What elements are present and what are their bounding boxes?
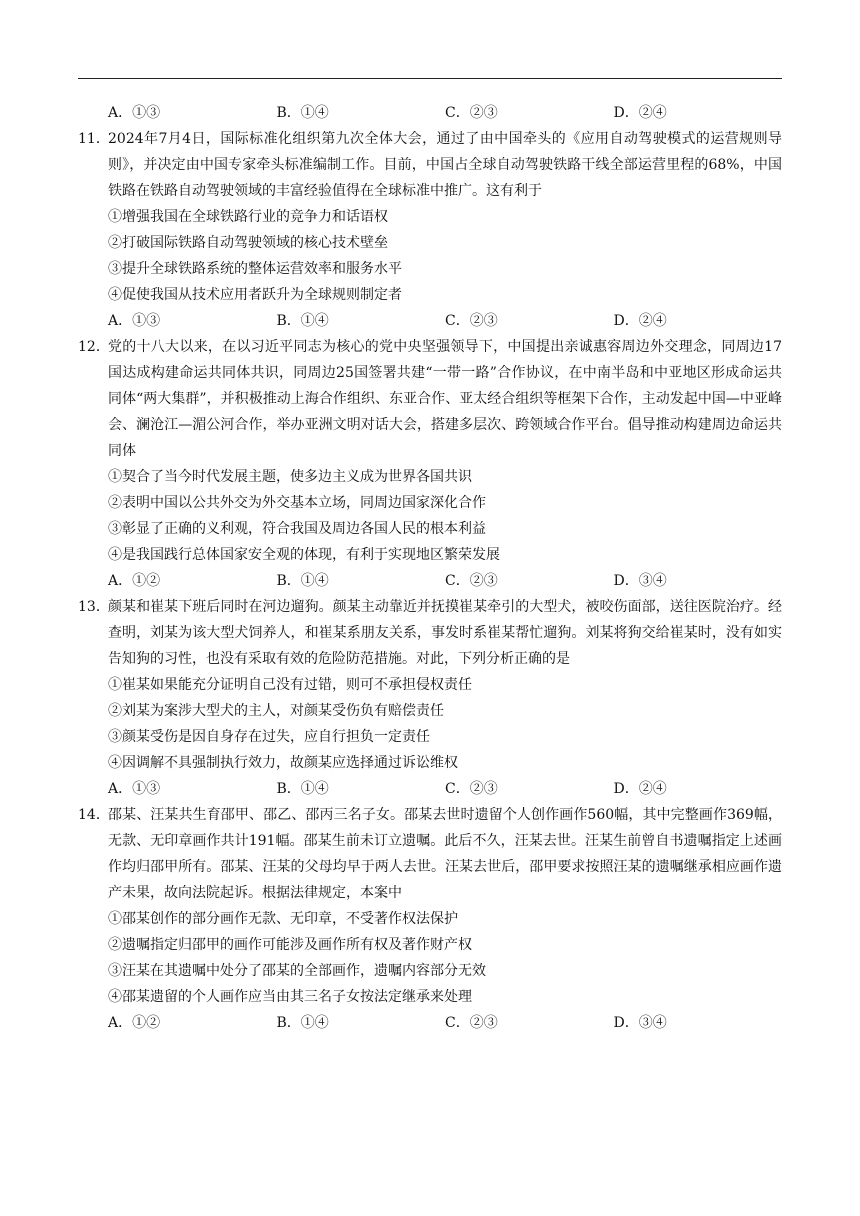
option-b: B．①④ bbox=[276, 781, 329, 797]
statement-1: ①契合了当今时代发展主题，使多边主义成为世界各国共识 bbox=[108, 469, 472, 485]
answer-options bbox=[78, 308, 782, 334]
option-d: D．②④ bbox=[613, 781, 667, 797]
statement-2: ②刘某为案涉大型犬的主人，对颜某受伤负有赔偿责任 bbox=[108, 703, 444, 719]
statement-2: ②打破国际铁路自动驾驶领域的核心技术壁垒 bbox=[108, 235, 388, 251]
question-number: 13． bbox=[78, 599, 110, 615]
option-a: A．①③ bbox=[108, 105, 161, 121]
question-stem: 邵某、汪某共生育邵甲、邵乙、邵丙三名子女。邵某去世时遗留个人创作画作560幅，其中完整画作369幅，无款、无印章画作共计191幅。邵某生前未订立遗嘱。此后不久，汪某去世。汪某生前曾自书遗嘱指定上述画作均归邵甲所有。邵某、汪某的父母均早于两人去世。汪某去世后，邵甲要求按照汪某的遗嘱继承相应画作遗产未果，故向法院起诉。根据法律规定，本案中 bbox=[108, 807, 782, 901]
statement-3: ③颜某受伤是因自身存在过失，应自行担负一定责任 bbox=[108, 729, 430, 745]
answer-options bbox=[78, 776, 782, 802]
statement-2: ②表明中国以公共外交为外交基本立场，同周边国家深化合作 bbox=[108, 495, 486, 511]
option-c: C．②③ bbox=[445, 313, 498, 329]
option-b: B．①④ bbox=[276, 105, 329, 121]
option-c: C．②③ bbox=[445, 781, 498, 797]
option-d: D．②④ bbox=[613, 313, 667, 329]
option-b: B．①④ bbox=[276, 313, 329, 329]
statement-4: ④促使我国从技术应用者跃升为全球规则制定者 bbox=[108, 287, 402, 303]
question-number: 11． bbox=[78, 131, 110, 147]
option-c: C．②③ bbox=[445, 105, 498, 121]
answer-options bbox=[78, 1010, 782, 1036]
question-11 bbox=[78, 126, 782, 334]
option-a: A．①② bbox=[108, 573, 161, 589]
question-number: 14． bbox=[78, 807, 110, 823]
question-number: 12． bbox=[78, 339, 110, 355]
statement-1: ①增强我国在全球铁路行业的竞争力和话语权 bbox=[108, 209, 388, 225]
option-c: C．②③ bbox=[445, 1015, 498, 1031]
option-c: C．②③ bbox=[445, 573, 498, 589]
option-a: A．①③ bbox=[108, 781, 161, 797]
option-b: B．①④ bbox=[276, 573, 329, 589]
statement-3: ③彰显了正确的义利观，符合我国及周边各国人民的根本利益 bbox=[108, 521, 486, 537]
question-stem: 颜某和崔某下班后同时在河边遛狗。颜某主动靠近并抚摸崔某牵引的大型犬，被咬伤面部，送往医院治疗。经查明，刘某为该大型犬饲养人，和崔某系朋友关系，事发时系崔某帮忙遛狗。刘某将狗交给崔某时，没有如实告知狗的习性，也没有采取有效的危险防范措施。对此，下列分析正确的是 bbox=[108, 599, 782, 667]
option-a: A．①② bbox=[108, 1015, 161, 1031]
statement-4: ④因调解不具强制执行效力，故颜某应选择通过诉讼维权 bbox=[108, 755, 458, 771]
option-d: D．③④ bbox=[613, 573, 667, 589]
option-b: B．①④ bbox=[276, 1015, 329, 1031]
statement-3: ③提升全球铁路系统的整体运营效率和服务水平 bbox=[108, 261, 402, 277]
exam-page bbox=[78, 100, 782, 1036]
statement-4: ④邵某遗留的个人画作应当由其三名子女按法定继承来处理 bbox=[108, 989, 472, 1005]
statement-2: ②遗嘱指定归邵甲的画作可能涉及画作所有权及著作财产权 bbox=[108, 937, 472, 953]
question-13 bbox=[78, 594, 782, 802]
header-rule bbox=[78, 78, 782, 79]
statement-1: ①崔某如果能充分证明自己没有过错，则可不承担侵权责任 bbox=[108, 677, 472, 693]
question-14 bbox=[78, 802, 782, 1036]
question-stem: 2024年7月4日，国际标准化组织第九次全体大会，通过了由中国牵头的《应用自动驾驶模式的运营规则导则》，并决定由中国专家牵头标准编制工作。目前，中国占全球自动驾驶铁路干线全部运营里程的68%，中国铁路在铁路自动驾驶领域的丰富经验值得在全球标准中推广。这有利于 bbox=[108, 131, 782, 199]
statement-1: ①邵某创作的部分画作无款、无印章，不受著作权法保护 bbox=[108, 911, 458, 927]
option-d: D．③④ bbox=[613, 1015, 667, 1031]
statement-3: ③汪某在其遗嘱中处分了邵某的全部画作，遗嘱内容部分无效 bbox=[108, 963, 486, 979]
option-d: D．②④ bbox=[613, 105, 667, 121]
answer-options bbox=[78, 568, 782, 594]
prev-question-options bbox=[78, 100, 782, 126]
question-12 bbox=[78, 334, 782, 594]
option-a: A．①③ bbox=[108, 313, 161, 329]
statement-4: ④是我国践行总体国家安全观的体现，有利于实现地区繁荣发展 bbox=[108, 547, 500, 563]
question-stem: 党的十八大以来，在以习近平同志为核心的党中央坚强领导下，中国提出亲诚惠容周边外交理念，同周边17国达成构建命运共同体共识，同周边25国签署共建“一带一路”合作协议，在中南半岛和中亚地区形成命运共同体“两大集群”，并积极推动上海合作组织、东亚合作、亚太经合组织等框架下合作，主动发起中国—中亚峰会、澜沧江—湄公河合作，举办亚洲文明对话大会，搭建多层次、跨领域合作平台。倡导推动构建周边命运共同体 bbox=[108, 339, 782, 459]
